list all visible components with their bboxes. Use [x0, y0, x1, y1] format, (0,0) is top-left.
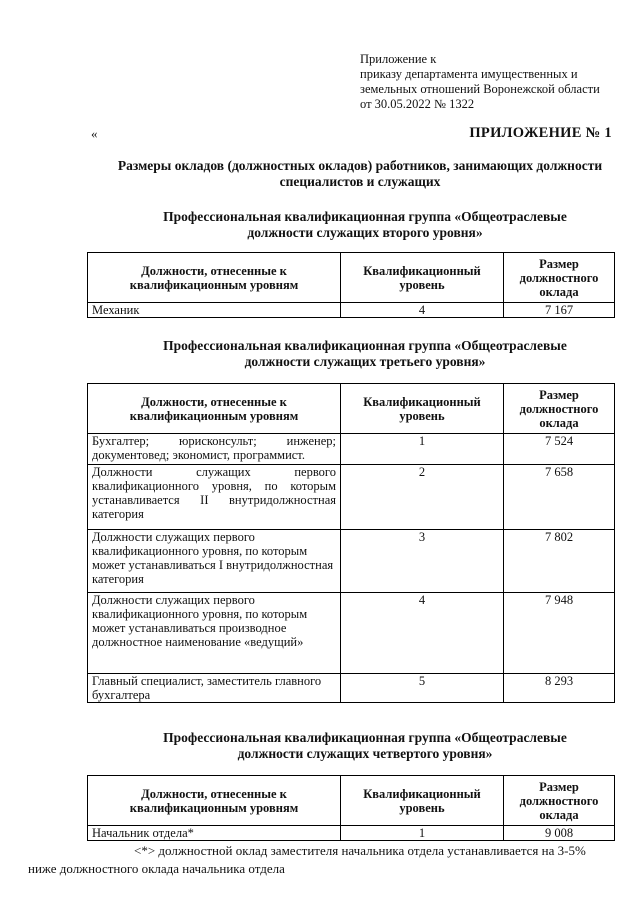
cell-position: Начальник отдела* — [88, 826, 341, 841]
cell-level: 1 — [341, 434, 504, 465]
table-row — [88, 674, 615, 703]
cell-position: Должности служащих первого квалификационного уровня, по которым может устанавливаться I внутридолжностная категория — [88, 530, 341, 593]
table-row — [88, 465, 615, 530]
main-title: Размеры окладов (должностных окладов) работников, занимающих должности специалистов и служащих — [117, 158, 603, 189]
cell-position: Должности служащих первого квалификационного уровня, по которым устанавливается II внутридолжностная категория — [88, 465, 341, 530]
col-header-salary: Размер должностного оклада — [504, 253, 615, 303]
table-header-row — [88, 253, 615, 303]
footnote: <*> должностной оклад заместителя начальника отдела устанавливается на 3-5% ниже должностного оклада начальника отдела — [28, 843, 586, 876]
header-line: от 30.05.2022 № 1322 — [360, 97, 475, 111]
table-row — [88, 530, 615, 593]
cell-level: 2 — [341, 465, 504, 530]
cell-position: Бухгалтер; юрисконсульт; инженер; документовед; экономист, программист. — [88, 434, 341, 465]
group-title-second-level: Профессиональная квалификационная группа «Общеотраслевые должности служащих второго уровня» — [163, 209, 567, 240]
cell-level: 4 — [341, 303, 504, 318]
appendix-header — [360, 52, 600, 112]
table-row — [88, 434, 615, 465]
group-title-third-level: Профессиональная квалификационная группа «Общеотраслевые должности служащих третьего уровня» — [163, 338, 567, 369]
cell-position: Механик — [88, 303, 341, 318]
cell-salary: 7 948 — [504, 593, 615, 674]
group-title-fourth-level: Профессиональная квалификационная группа «Общеотраслевые должности служащих четвертого уровня» — [163, 730, 567, 761]
cell-level: 1 — [341, 826, 504, 841]
table-row — [88, 303, 615, 318]
cell-level: 3 — [341, 530, 504, 593]
header-line: Приложение к — [360, 52, 437, 66]
opening-quote: « — [91, 126, 98, 141]
col-header-salary: Размер должностного оклада — [504, 776, 615, 826]
col-header-salary: Размер должностного оклада — [504, 384, 615, 434]
cell-salary: 9 008 — [504, 826, 615, 841]
header-line: земельных отношений Воронежской области — [360, 82, 600, 96]
salary-table-fourth-level — [87, 775, 615, 841]
annex-title: ПРИЛОЖЕНИЕ № 1 — [469, 125, 612, 141]
table-header-row — [88, 384, 615, 434]
cell-salary: 8 293 — [504, 674, 615, 703]
cell-salary: 7 658 — [504, 465, 615, 530]
cell-salary: 7 802 — [504, 530, 615, 593]
col-header-level: Квалификационный уровень — [341, 776, 504, 826]
col-header-level: Квалификационный уровень — [341, 384, 504, 434]
col-header-level: Квалификационный уровень — [341, 253, 504, 303]
col-header-position: Должности, отнесенные к квалификационным уровням — [88, 253, 341, 303]
cell-level: 4 — [341, 593, 504, 674]
cell-salary: 7 524 — [504, 434, 615, 465]
table-header-row — [88, 776, 615, 826]
table-row — [88, 826, 615, 841]
table-row — [88, 593, 615, 674]
salary-table-second-level — [87, 252, 615, 318]
cell-level: 5 — [341, 674, 504, 703]
col-header-position: Должности, отнесенные к квалификационным уровням — [88, 384, 341, 434]
header-line: приказу департамента имущественных и — [360, 67, 578, 81]
col-header-position: Должности, отнесенные к квалификационным уровням — [88, 776, 341, 826]
salary-table-third-level — [87, 383, 615, 703]
cell-salary: 7 167 — [504, 303, 615, 318]
cell-position: Должности служащих первого квалификационного уровня, по которым может устанавливаться производное должностное наименование «ведущий» — [88, 593, 341, 674]
cell-position: Главный специалист, заместитель главного бухгалтера — [88, 674, 341, 703]
